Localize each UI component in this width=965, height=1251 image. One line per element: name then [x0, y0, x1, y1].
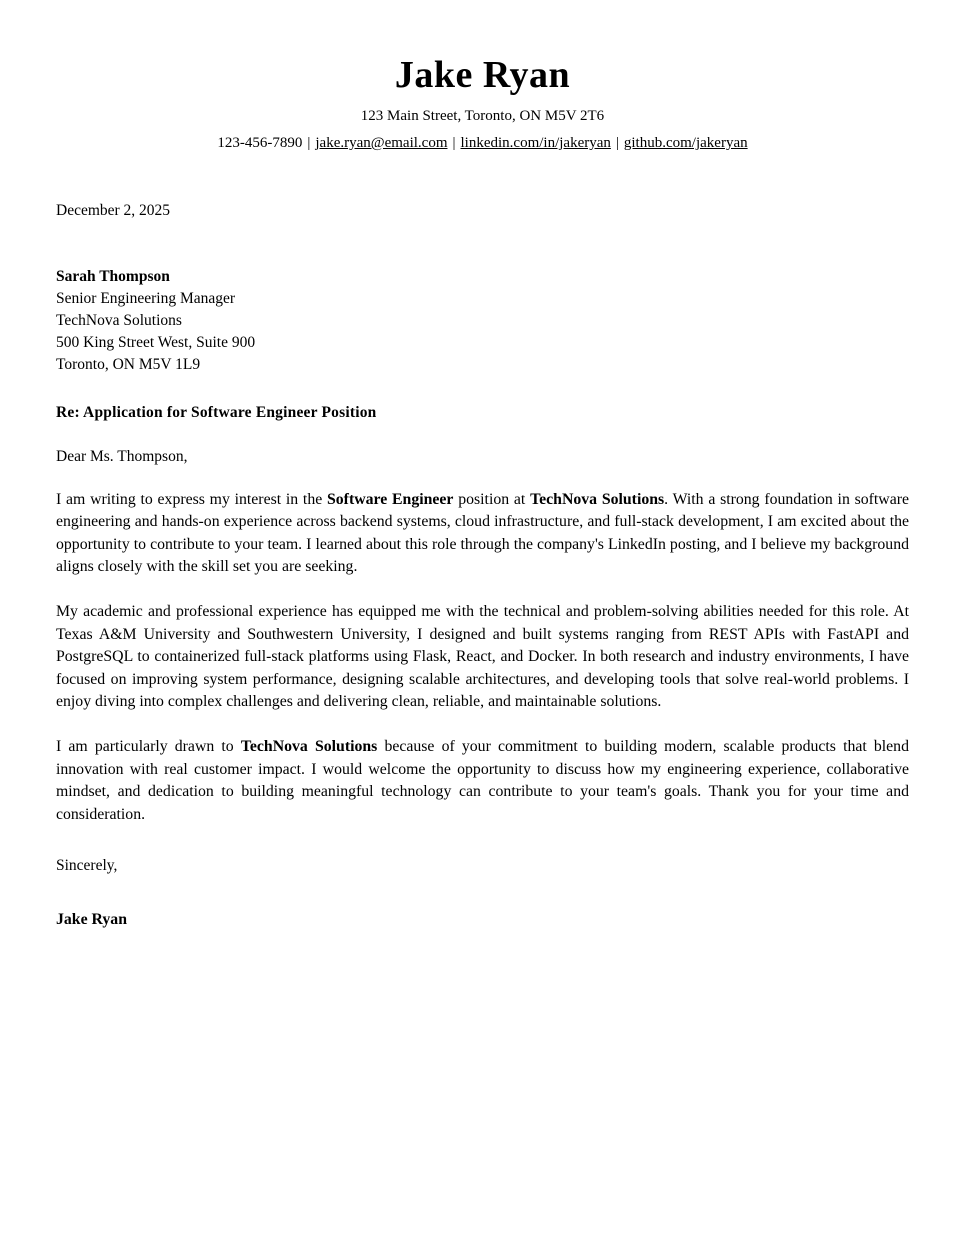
para3-bold-company: TechNova Solutions — [240, 738, 378, 756]
letter-signature: Jake Ryan — [56, 911, 127, 929]
letter-header — [56, 54, 909, 154]
para3-part1: I am particularly drawn to — [56, 738, 241, 756]
recipient-name: Sarah Thompson — [56, 267, 170, 285]
recipient-company: TechNova Solutions — [56, 311, 182, 329]
email-link[interactable]: jake.ryan@email.com — [315, 134, 448, 151]
applicant-address: 123 Main Street, Toronto, ON M5V 2T6 — [360, 107, 605, 124]
para1-part1: I am writing to express my interest in the — [56, 490, 327, 508]
contact-line — [56, 133, 909, 154]
contact-separator-3: | — [615, 134, 619, 151]
recipient-city: Toronto, ON M5V 1L9 — [56, 355, 201, 373]
recipient-title: Senior Engineering Manager — [56, 289, 236, 307]
letter-salutation: Dear Ms. Thompson, — [56, 447, 188, 465]
letter-closing: Sincerely, — [56, 857, 118, 875]
phone-number: 123-456-7890 — [217, 134, 303, 151]
para1-part2: position at — [453, 490, 531, 508]
para1-bold-role: Software Engineer — [327, 490, 454, 508]
recipient-street: 500 King Street West, Suite 900 — [56, 333, 256, 351]
letter-date: December 2, 2025 — [56, 201, 171, 219]
letter-paragraph-2: My academic and professional experience has equipped me with the technical and problem-solving abilities needed for this role. At Texas A&M University and Southwestern University, I designed and built systems ranging from REST APIs with FastAPI and PostgreSQL to containerized full-stack platforms using Flask, React, and Docker. In both research and industry environments, I have focused on improving system performance, designing scalable architectures, and developing tools that solve real-world problems. I enjoy diving into complex challenges and delivering clean, reliable, and maintainable solutions. — [56, 603, 909, 711]
recipient-block — [56, 266, 909, 376]
linkedin-link[interactable]: linkedin.com/in/jakeryan — [460, 134, 611, 151]
para3-part2: because of your commitment to building modern, scalable products that blend innovation with real customer impact. I would welcome the opportunity to discuss how my engineering experience, collaborative mindset, and dedication to building meaningful technology can contribute to your team's goals. Thank you for your time and consideration. — [56, 738, 909, 823]
para1-bold-company: TechNova Solutions — [530, 490, 665, 508]
letter-paragraph-1 — [56, 489, 909, 579]
letter-subject: Re: Application for Software Engineer Position — [56, 403, 377, 421]
contact-separator-2: | — [452, 134, 456, 151]
github-link[interactable]: github.com/jakeryan — [623, 134, 748, 151]
contact-separator-1: | — [307, 134, 311, 151]
letter-paragraph-3 — [56, 736, 909, 826]
applicant-name: Jake Ryan — [394, 54, 571, 96]
para1-part3: . With a strong foundation in software engineering and hands-on experience across backend systems, cloud infrastructure, and full-stack development, I am excited about the opportunity to contribute to your team. I learned about this role through the company's LinkedIn posting, and I believe my background aligns closely with the skill set you are seeking. — [56, 490, 909, 575]
